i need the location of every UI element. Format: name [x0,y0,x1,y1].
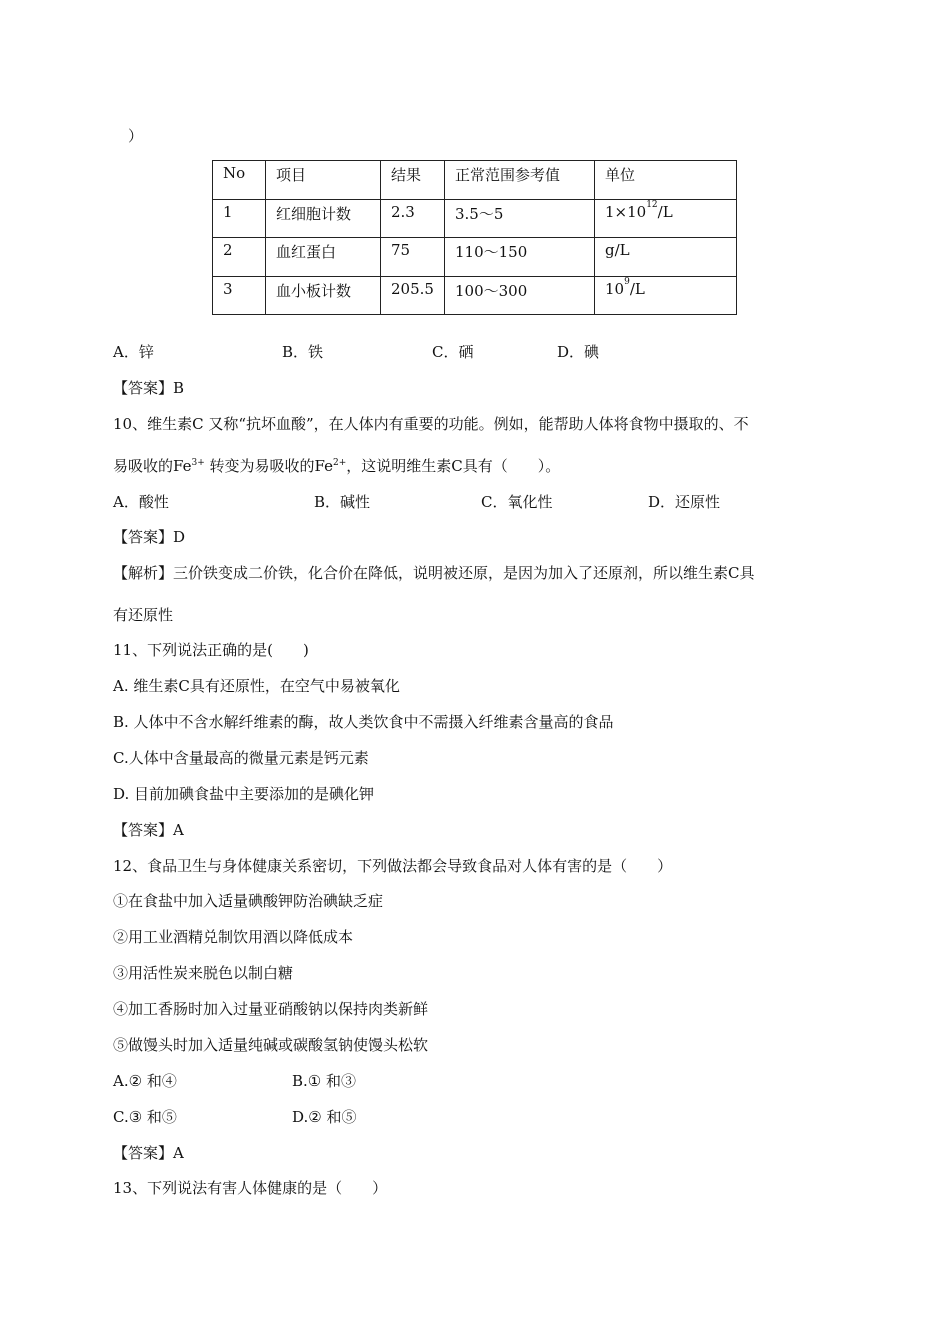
unit-suffix: /L [657,202,673,221]
cell-result: 2.3 [381,199,445,238]
q10-sup-fe2: 2+ [332,458,347,468]
cell-unit [595,199,737,238]
cell-result: 75 [381,238,445,277]
unit-exponent: 12 [646,199,658,210]
q9-option-c: C．硒 [432,343,474,361]
q12-stem: 12、食品卫生与身体健康关系密切，下列做法都会导致食品对人体有害的是（ ） [113,857,673,875]
q9-option-a: A．锌 [113,343,154,361]
cell-no: 3 [213,276,266,315]
q10-option-a: A．酸性 [113,493,169,511]
header-range: 正常范围参考值 [445,161,595,200]
table-row [213,238,737,277]
cell-range: 110～150 [445,238,595,277]
table-row [213,199,737,238]
header-item: 项目 [266,161,381,200]
cell-unit [595,238,737,277]
q10-option-c: C．氧化性 [481,493,553,511]
q13-stem: 13、下列说法有害人体健康的是（ ） [113,1179,388,1197]
cell-result: 205.5 [381,276,445,315]
q12-item-3: ③用活性炭来脱色以制白糖 [113,964,294,982]
q10-stem-line1: 10、维生素C 又称“抗坏血酸”，在人体内有重要的功能。例如，能帮助人体将食物中摄取的、不 [113,415,749,433]
q9-answer: 【答案】B [113,379,185,397]
q11-option-a: A. 维生素C具有还原性，在空气中易被氧化 [113,677,400,695]
lab-result-table [212,160,737,315]
q10-analysis-line1: 【解析】三价铁变成二价铁，化合价在降低，说明被还原，是因为加入了还原剂，所以维生素C具 [113,564,755,582]
q11-option-b: B. 人体中不含水解纤维素的酶，故人类饮食中不需摄入纤维素含量高的食品 [113,713,614,731]
q10-sup-fe3: 3+ [191,458,205,468]
q12-item-2: ②用工业酒精兑制饮用酒以降低成本 [113,928,354,946]
q9-option-d: D．碘 [557,343,600,361]
cell-item: 红细胞计数 [266,199,381,238]
cell-item: 血红蛋白 [266,238,381,277]
q10-text-c: ，这说明维生素C具有（ ）。 [346,457,561,475]
q10-option-b: B．碱性 [314,493,371,511]
q10-option-d: D．还原性 [648,493,721,511]
cell-no: 2 [213,238,266,277]
q10-analysis-line2: 有还原性 [113,606,174,624]
header-no: No [213,161,266,200]
paren-close: ） [128,127,144,145]
q11-option-c: C.人体中含量最高的微量元素是钙元素 [113,749,369,767]
unit-base: 10 [605,279,625,298]
q10-text-b: 转变为易吸收的Fe [204,457,333,475]
unit-exponent: 9 [624,276,630,287]
q12-item-5: ⑤做馒头时加入适量纯碱或碳酸氢钠使馒头松软 [113,1036,429,1054]
cell-range: 3.5～5 [445,199,595,238]
q12-answer: 【答案】A [113,1144,184,1162]
q12-option-d: D.② 和⑤ [292,1108,357,1126]
header-result: 结果 [381,161,445,200]
cell-range: 100～300 [445,276,595,315]
q11-answer: 【答案】A [113,821,184,839]
q10-stem-line2 [113,456,560,476]
q9-option-b: B．铁 [282,343,324,361]
q12-item-1: ①在食盐中加入适量碘酸钾防治碘缺乏症 [113,892,384,910]
cell-item: 血小板计数 [266,276,381,315]
q12-option-b: B.① 和③ [292,1072,357,1090]
q11-option-d: D. 目前加碘食盐中主要添加的是碘化钾 [113,785,375,803]
q10-text-a: 易吸收的Fe [113,457,192,475]
unit-base: 1×10 [605,202,647,221]
cell-unit [595,276,737,315]
q12-item-4: ④加工香肠时加入过量亚硝酸钠以保持肉类新鲜 [113,1000,429,1018]
q12-option-a: A.② 和④ [113,1072,177,1090]
unit-suffix: /L [629,279,645,298]
q12-option-c: C.③ 和⑤ [113,1108,177,1126]
table-header-row [213,161,737,200]
table-row [213,276,737,315]
header-unit: 单位 [595,161,737,200]
q10-answer: 【答案】D [113,528,186,546]
cell-no: 1 [213,199,266,238]
q11-stem: 11、下列说法正确的是( ) [113,641,309,659]
unit-base: g/L [605,241,630,259]
